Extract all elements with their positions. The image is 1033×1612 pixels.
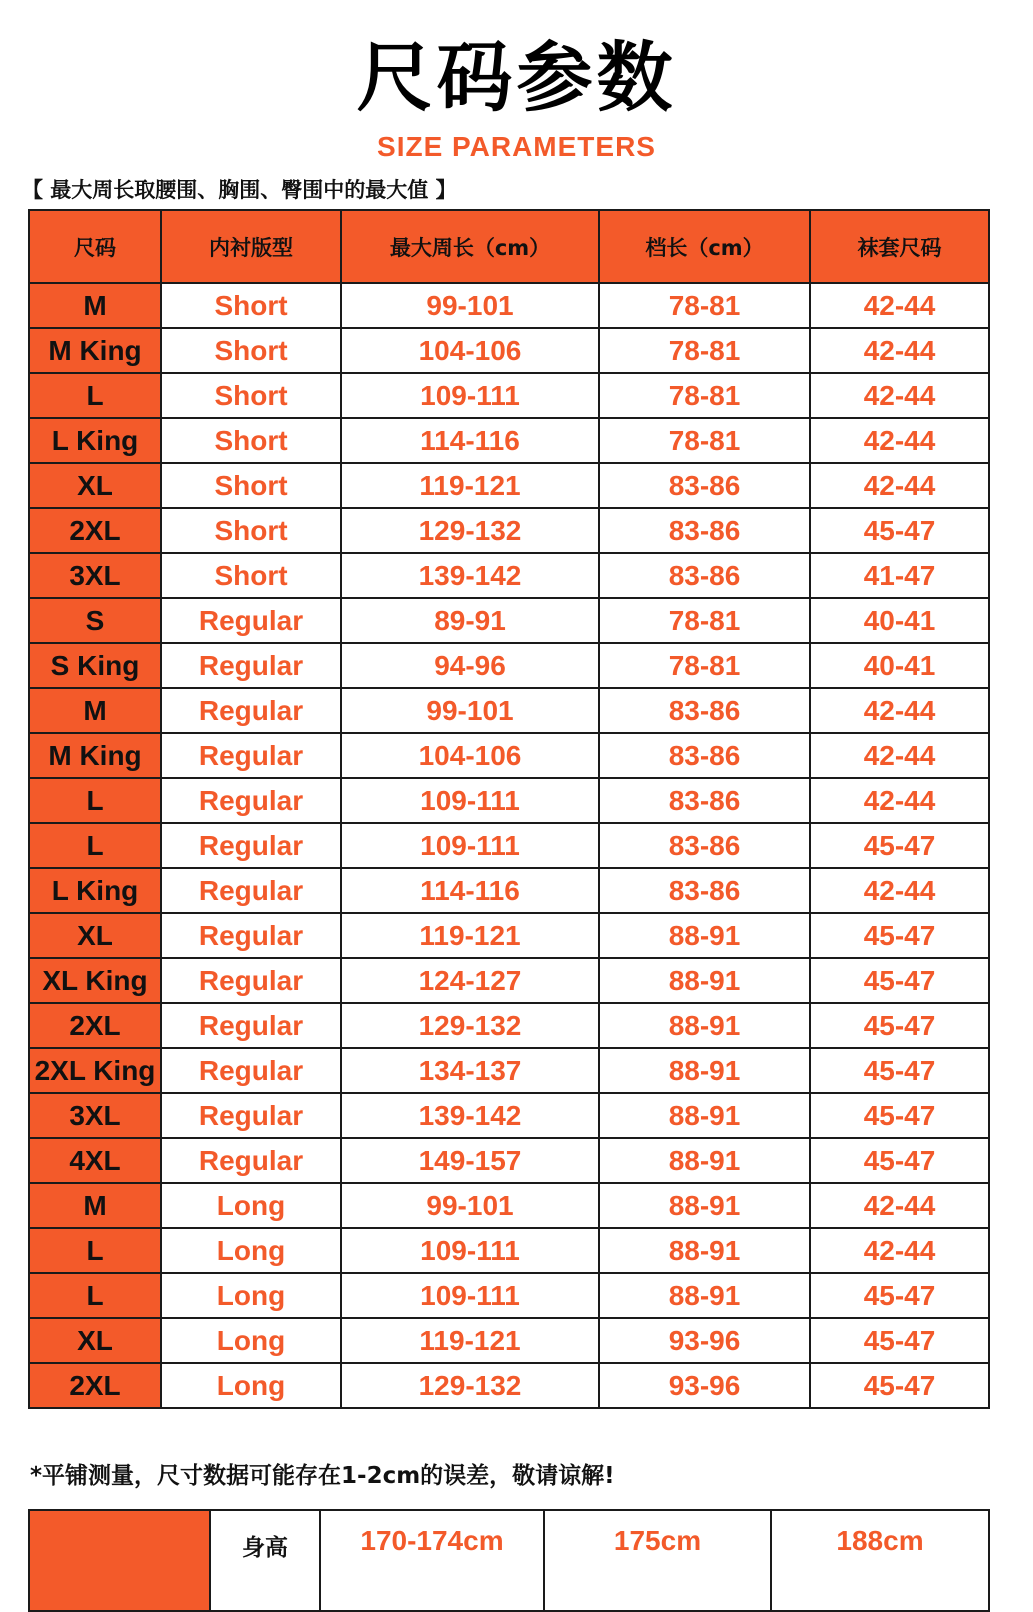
liner-fit-cell: Regular — [161, 1003, 341, 1048]
liner-fit-cell: Regular — [161, 598, 341, 643]
table-row — [29, 1138, 989, 1183]
sock-size-cell: 42-44 — [810, 463, 989, 508]
table-row — [29, 1183, 989, 1228]
liner-fit-cell: Regular — [161, 778, 341, 823]
rise-length-cell: 78-81 — [599, 328, 810, 373]
table-row — [29, 958, 989, 1003]
max-circumference-cell: 99-101 — [341, 1183, 599, 1228]
size-cell: L — [29, 1228, 161, 1273]
table-row — [29, 778, 989, 823]
rise-length-cell: 88-91 — [599, 1003, 810, 1048]
rise-length-cell: 88-91 — [599, 913, 810, 958]
sock-size-cell: 45-47 — [810, 1363, 989, 1408]
size-cell: L — [29, 373, 161, 418]
size-cell: XL King — [29, 958, 161, 1003]
table-row — [29, 508, 989, 553]
sock-size-cell: 42-44 — [810, 688, 989, 733]
sock-size-cell: 45-47 — [810, 1318, 989, 1363]
height-row-blank-cell — [29, 1510, 210, 1611]
height-value-cell: 170-174cm — [320, 1510, 544, 1611]
table-row — [29, 823, 989, 868]
table-row — [29, 1093, 989, 1138]
sock-size-cell: 42-44 — [810, 283, 989, 328]
header-rise-length: 档长（cm） — [599, 210, 810, 283]
liner-fit-cell: Short — [161, 508, 341, 553]
liner-fit-cell: Regular — [161, 913, 341, 958]
table-row — [29, 733, 989, 778]
size-cell: L King — [29, 418, 161, 463]
table-row — [29, 868, 989, 913]
rise-length-cell: 88-91 — [599, 1273, 810, 1318]
liner-fit-cell: Short — [161, 373, 341, 418]
table-row — [29, 373, 989, 418]
max-circumference-cell: 119-121 — [341, 463, 599, 508]
height-table — [28, 1509, 990, 1612]
liner-fit-cell: Regular — [161, 1138, 341, 1183]
size-cell: M — [29, 688, 161, 733]
max-circumference-cell: 139-142 — [341, 553, 599, 598]
size-cell: L — [29, 823, 161, 868]
sock-size-cell: 45-47 — [810, 958, 989, 1003]
sock-size-cell: 45-47 — [810, 508, 989, 553]
sock-size-cell: 42-44 — [810, 1228, 989, 1273]
sock-size-cell: 42-44 — [810, 418, 989, 463]
sock-size-cell: 45-47 — [810, 1048, 989, 1093]
sock-size-cell: 45-47 — [810, 1003, 989, 1048]
table-row — [29, 418, 989, 463]
size-table-header — [29, 210, 989, 283]
table-row — [29, 1048, 989, 1093]
rise-length-cell: 83-86 — [599, 823, 810, 868]
max-circumference-cell: 119-121 — [341, 913, 599, 958]
rise-length-cell: 83-86 — [599, 778, 810, 823]
rise-length-cell: 78-81 — [599, 373, 810, 418]
rise-length-cell: 83-86 — [599, 868, 810, 913]
rise-length-cell: 88-91 — [599, 1183, 810, 1228]
rise-length-cell: 83-86 — [599, 463, 810, 508]
size-cell: XL — [29, 913, 161, 958]
sock-size-cell: 40-41 — [810, 598, 989, 643]
liner-fit-cell: Long — [161, 1318, 341, 1363]
size-cell: M — [29, 1183, 161, 1228]
size-cell: 2XL King — [29, 1048, 161, 1093]
rise-length-cell: 78-81 — [599, 643, 810, 688]
max-circumference-cell: 124-127 — [341, 958, 599, 1003]
size-cell: 2XL — [29, 1363, 161, 1408]
sock-size-cell: 45-47 — [810, 1138, 989, 1183]
rise-length-cell: 83-86 — [599, 733, 810, 778]
error-disclaimer: *平铺测量，尺寸数据可能存在1-2cm的误差，敬请谅解! — [30, 1463, 615, 1489]
table-row — [29, 283, 989, 328]
table-row — [29, 1318, 989, 1363]
header-sock-size: 袜套尺码 — [810, 210, 989, 283]
max-circumference-cell: 114-116 — [341, 418, 599, 463]
table-row — [29, 688, 989, 733]
rise-length-cell: 83-86 — [599, 553, 810, 598]
rise-length-cell: 78-81 — [599, 418, 810, 463]
rise-length-cell: 83-86 — [599, 508, 810, 553]
size-table — [28, 209, 990, 1409]
rise-length-cell: 78-81 — [599, 283, 810, 328]
size-cell: 3XL — [29, 1093, 161, 1138]
height-value-cell: 188cm — [771, 1510, 989, 1611]
sock-size-cell: 40-41 — [810, 643, 989, 688]
max-circumference-cell: 129-132 — [341, 1003, 599, 1048]
sock-size-cell: 41-47 — [810, 553, 989, 598]
header-size: 尺码 — [29, 210, 161, 283]
liner-fit-cell: Regular — [161, 733, 341, 778]
liner-fit-cell: Short — [161, 463, 341, 508]
page-subtitle: SIZE PARAMETERS — [377, 131, 656, 162]
table-row — [29, 913, 989, 958]
rise-length-cell: 88-91 — [599, 1228, 810, 1273]
table-row — [29, 1003, 989, 1048]
max-circumference-cell: 114-116 — [341, 868, 599, 913]
height-label: 身高 — [210, 1510, 320, 1611]
sock-size-cell: 45-47 — [810, 823, 989, 868]
size-cell: 3XL — [29, 553, 161, 598]
sock-size-cell: 45-47 — [810, 1273, 989, 1318]
max-circumference-cell: 109-111 — [341, 1228, 599, 1273]
rise-length-cell: 88-91 — [599, 1093, 810, 1138]
max-circumference-cell: 109-111 — [341, 778, 599, 823]
size-cell: S — [29, 598, 161, 643]
liner-fit-cell: Regular — [161, 868, 341, 913]
table-row — [29, 643, 989, 688]
sock-size-cell: 42-44 — [810, 373, 989, 418]
sock-size-cell: 42-44 — [810, 1183, 989, 1228]
max-circumference-cell: 129-132 — [341, 1363, 599, 1408]
table-row — [29, 553, 989, 598]
liner-fit-cell: Regular — [161, 823, 341, 868]
max-circumference-cell: 109-111 — [341, 373, 599, 418]
rise-length-cell: 93-96 — [599, 1318, 810, 1363]
max-circumference-cell: 119-121 — [341, 1318, 599, 1363]
liner-fit-cell: Long — [161, 1273, 341, 1318]
liner-fit-cell: Regular — [161, 643, 341, 688]
max-circumference-cell: 104-106 — [341, 733, 599, 778]
size-cell: 2XL — [29, 1003, 161, 1048]
liner-fit-cell: Regular — [161, 1093, 341, 1138]
size-cell: L — [29, 1273, 161, 1318]
size-cell: M King — [29, 328, 161, 373]
size-cell: L King — [29, 868, 161, 913]
height-row — [29, 1510, 989, 1611]
liner-fit-cell: Regular — [161, 958, 341, 1003]
max-circumference-cell: 104-106 — [341, 328, 599, 373]
size-cell: XL — [29, 1318, 161, 1363]
rise-length-cell: 88-91 — [599, 1048, 810, 1093]
rise-length-cell: 78-81 — [599, 598, 810, 643]
sock-size-cell: 42-44 — [810, 328, 989, 373]
size-cell: 2XL — [29, 508, 161, 553]
sock-size-cell: 42-44 — [810, 868, 989, 913]
liner-fit-cell: Short — [161, 328, 341, 373]
max-circumference-cell: 134-137 — [341, 1048, 599, 1093]
page-title: 尺码参数 — [356, 33, 677, 122]
sock-size-cell: 42-44 — [810, 733, 989, 778]
liner-fit-cell: Short — [161, 553, 341, 598]
table-row — [29, 1228, 989, 1273]
max-circumference-cell: 139-142 — [341, 1093, 599, 1138]
liner-fit-cell: Short — [161, 418, 341, 463]
sock-size-cell: 45-47 — [810, 913, 989, 958]
max-circumference-cell: 109-111 — [341, 823, 599, 868]
max-circumference-cell: 109-111 — [341, 1273, 599, 1318]
liner-fit-cell: Long — [161, 1228, 341, 1273]
size-cell: L — [29, 778, 161, 823]
sock-size-cell: 42-44 — [810, 778, 989, 823]
size-cell: XL — [29, 463, 161, 508]
max-circumference-cell: 99-101 — [341, 283, 599, 328]
table-row — [29, 1273, 989, 1318]
table-row — [29, 1363, 989, 1408]
rise-length-cell: 83-86 — [599, 688, 810, 733]
table-row — [29, 463, 989, 508]
size-cell: 4XL — [29, 1138, 161, 1183]
header-max-circumference: 最大周长（cm） — [341, 210, 599, 283]
sock-size-cell: 45-47 — [810, 1093, 989, 1138]
liner-fit-cell: Long — [161, 1363, 341, 1408]
size-table-body — [29, 283, 989, 1408]
size-cell: M King — [29, 733, 161, 778]
max-circumference-cell: 94-96 — [341, 643, 599, 688]
height-value-cell: 175cm — [544, 1510, 771, 1611]
size-cell: M — [29, 283, 161, 328]
rise-length-cell: 88-91 — [599, 958, 810, 1003]
max-circumference-cell: 99-101 — [341, 688, 599, 733]
header-liner-fit: 内衬版型 — [161, 210, 341, 283]
max-circumference-cell: 129-132 — [341, 508, 599, 553]
size-cell: S King — [29, 643, 161, 688]
max-circumference-cell: 89-91 — [341, 598, 599, 643]
rise-length-cell: 93-96 — [599, 1363, 810, 1408]
max-circumference-cell: 149-157 — [341, 1138, 599, 1183]
liner-fit-cell: Long — [161, 1183, 341, 1228]
liner-fit-cell: Regular — [161, 688, 341, 733]
measurement-note: 【 最大周长取腰围、胸围、臀围中的最大值 】 — [22, 178, 457, 202]
table-row — [29, 598, 989, 643]
table-row — [29, 328, 989, 373]
rise-length-cell: 88-91 — [599, 1138, 810, 1183]
liner-fit-cell: Short — [161, 283, 341, 328]
liner-fit-cell: Regular — [161, 1048, 341, 1093]
